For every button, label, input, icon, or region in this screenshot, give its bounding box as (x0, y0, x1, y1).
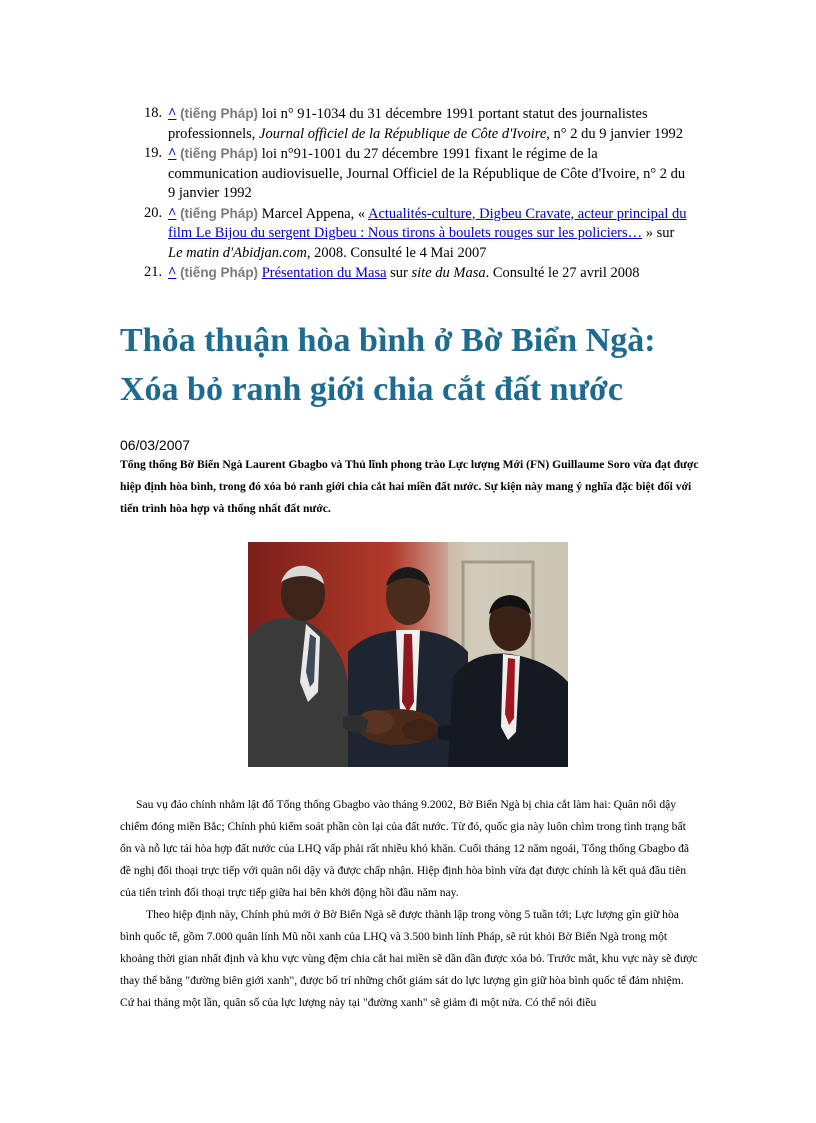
reference-number: 21. (144, 264, 163, 280)
reference-source: site du Masa (411, 265, 486, 281)
article-paragraph: Theo hiệp định này, Chính phủ mới ở Bờ Biển Ngà sẽ được thành lập trong vòng 5 tuần tới; Lực lượng gìn giữ hòa bình quốc tế, gồm 7.000 quân lính Mũ nồi xanh của LHQ và 3.500 binh lính Pháp, sẽ rút khỏi Bờ Biển Ngà trong một khoảng thời gian nhất định và khu vực vùng đệm chia cắt hai miền sẽ dần dần được xóa bỏ. Trước mắt, khu vực này sẽ được thay thế bằng "đường biên giới xanh", được bố trí những chốt giám sát do lực lượng gìn giữ hòa bình quốc tế đảm nhiệm. Cứ hai tháng một lần, quân số của lực lượng này tại "đường xanh" sẽ giảm đi một nửa. Có thể nói điều (120, 908, 698, 1009)
article-body (120, 794, 700, 1014)
reference-number: 19. (144, 145, 163, 161)
language-label: (tiếng Pháp) (180, 265, 259, 280)
handshake-photo (248, 542, 568, 767)
backref-link[interactable]: ^ (168, 146, 177, 162)
reference-body (168, 263, 689, 284)
reference-list (144, 104, 689, 284)
language-label: (tiếng Pháp) (180, 106, 259, 121)
article-lead: Tổng thống Bờ Biển Ngà Laurent Gbagbo và Thủ lĩnh phong trào Lực lượng Mới (FN) Guillaume Soro vừa đạt được hiệp định hòa bình, trong đó xóa bỏ ranh giới chia cắt hai miền đất nước. Sự kiện này mang ý nghĩa đặc biệt đối với tiến trình hòa hợp và thống nhất đất nước. (120, 458, 699, 515)
reference-text: loi n°91-1001 du 27 décembre 1991 fixant le régime de la communication audiovisuelle, Journal Officiel de la République de Côte d'Ivoire, n° 2 du 9 janvier 1992 (168, 146, 686, 201)
reference-number: 18. (144, 105, 163, 121)
reference-mid: » sur (645, 225, 675, 241)
language-label: (tiếng Pháp) (180, 146, 259, 161)
reference-number: 20. (144, 204, 163, 221)
reference-source: Le matin d'Abidjan.com (168, 244, 307, 261)
reference-item-18 (144, 104, 689, 144)
reference-body (168, 104, 689, 144)
reference-body (168, 144, 689, 204)
reference-tail: , 2008. Consulté le 4 Mai 2007 (306, 244, 487, 261)
article-photo (248, 542, 568, 767)
reference-item-20 (144, 204, 689, 264)
reference-tail: . Consulté le 27 avril 2008 (485, 265, 640, 281)
article-link[interactable]: Actualités-culture, Digbeu Cravate, acteur principal du film Le Bijou du sergent Digbeu : Nous tirons à boulets rouges sur les policiers… (168, 205, 687, 241)
backref-link[interactable]: ^ (168, 205, 177, 222)
article-date: 06/03/2007 (120, 437, 191, 453)
article-paragraph: Sau vụ đảo chính nhằm lật đổ Tổng thống Gbagbo vào tháng 9.2002, Bờ Biển Ngà bị chia cắt làm hai: Quân nổi dậy chiếm đóng miền Bắc; Chính phủ kiểm soát phần còn lại của đất nước. Từ đó, quốc gia này luôn chìm trong tình trạng bất ổn và nỗ lực tái hòa hợp đất nước của LHQ vấp phải rất nhiều khó khăn. Cuối tháng 12 năm ngoái, Tổng thống Gbagbo đã đề nghị đối thoại trực tiếp với quân nổi dậy và được chấp nhận. Hiệp định hòa bình vừa đạt được chính là kết quả đầu tiên của tiến trình đối thoại trực tiếp giữa hai bên khởi động hồi đầu năm nay. (120, 798, 690, 899)
reference-tail: , n° 2 du 9 janvier 1992 (546, 125, 683, 142)
reference-item-21 (144, 263, 689, 284)
masa-link[interactable]: Présentation du Masa (261, 265, 387, 281)
article-title: Thỏa thuận hòa bình ở Bờ Biển Ngà: Xóa bỏ ranh giới chia cắt đất nước (120, 322, 656, 408)
reference-mid: sur (390, 265, 408, 281)
language-label: (tiếng Pháp) (180, 205, 259, 221)
reference-text: loi n° 91-1034 du 31 décembre 1991 portant statut des journalistes professionnels, (168, 106, 648, 142)
reference-source: Journal officiel de la République de Côte d'Ivoire (259, 125, 547, 142)
backref-link[interactable]: ^ (168, 106, 177, 122)
reference-item-19 (144, 144, 689, 204)
backref-link[interactable]: ^ (168, 265, 177, 281)
reference-prefix: Marcel Appena, « (261, 205, 366, 222)
reference-body (168, 204, 689, 264)
